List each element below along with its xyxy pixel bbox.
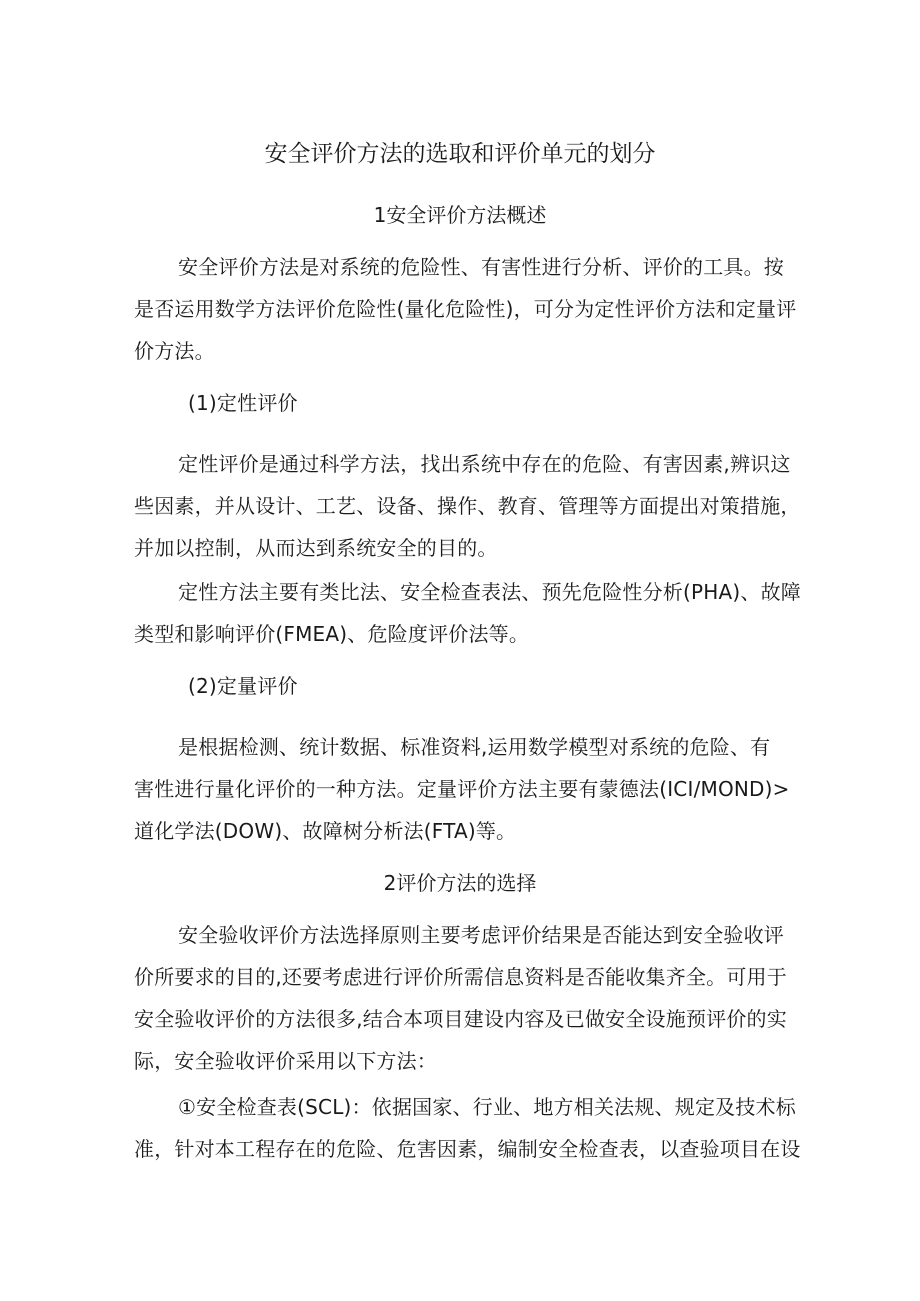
list-item-line: ①安全检查表(SCL)：依据国家、行业、地方相关法规、规定及技术标 (178, 1095, 796, 1119)
paragraph-line: 安全验收评价的方法很多,结合本项目建设内容及已做安全设施预评价的实 (134, 1007, 787, 1031)
paragraph-line: 安全评价方法是对系统的危险性、有害性进行分析、评价的工具。按 (178, 255, 784, 279)
paragraph-line: 安全验收评价方法选择原则主要考虑评价结果是否能达到安全验收评 (178, 923, 784, 947)
paragraph-line: 并加以控制，从而达到系统安全的目的。 (134, 536, 498, 560)
page-title: 安全评价方法的选取和评价单元的划分 (264, 141, 656, 167)
list-item-line: 准，针对本工程存在的危险、危害因素，编制安全检查表，以查验项目在设 (134, 1137, 801, 1161)
paragraph-line: 道化学法(DOW)、故障树分析法(FTA)等。 (134, 819, 517, 843)
paragraph-line: 是根据检测、统计数据、标准资料,运用数学模型对系统的危险、有 (178, 735, 771, 759)
paragraph-line: 类型和影响评价(FMEA)、危险度评价法等。 (134, 622, 530, 646)
paragraph-line: 际，安全验收评价采用以下方法： (134, 1049, 437, 1073)
section2-heading: 2评价方法的选择 (383, 871, 537, 895)
subsection-label-qualitative: (1)定性评价 (188, 391, 298, 415)
paragraph-line: 是否运用数学方法评价危险性(量化危险性)，可分为定性评价方法和定量评 (134, 297, 797, 321)
paragraph-line: 些因素，并从设计、工艺、设备、操作、教育、管理等方面提出对策措施， (134, 494, 801, 518)
section1-heading: 1安全评价方法概述 (373, 203, 547, 227)
paragraph-line: 害性进行量化评价的一种方法。定量评价方法主要有蒙德法(ICI/MOND)> (134, 777, 790, 801)
paragraph-line: 价所要求的目的,还要考虑进行评价所需信息资料是否能收集齐全。可用于 (134, 965, 787, 989)
paragraph-line: 定性方法主要有类比法、安全检查表法、预先危险性分析(PHA)、故障 (178, 580, 801, 604)
paragraph-line: 定性评价是通过科学方法，找出系统中存在的危险、有害因素,辨识这 (178, 452, 791, 476)
paragraph-line: 价方法。 (134, 339, 215, 363)
subsection-label-quantitative: (2)定量评价 (188, 674, 298, 698)
